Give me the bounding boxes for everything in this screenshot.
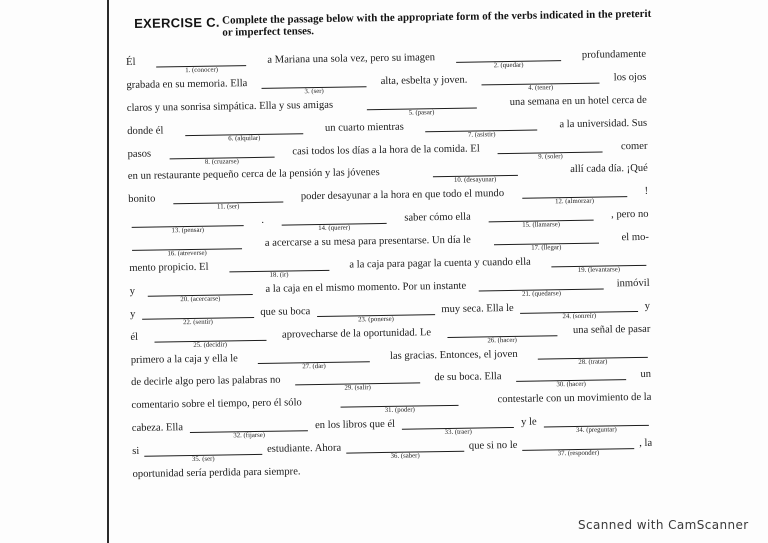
passage-text: un [640,369,652,381]
passage-text: él [130,331,139,343]
answer-blank[interactable] [156,54,246,75]
verb-hint: 16. (atreverse) [167,249,207,258]
passage-text: . [261,215,265,227]
passage-text: a acercarse a su mesa para presentarse. Un día le [264,234,471,249]
verb-hint: 12. (almorzar) [555,198,594,206]
verb-hint: 31. (poder) [384,406,415,415]
answer-blank[interactable] [261,75,366,96]
verb-hint: 13. (pensar) [171,227,205,235]
passage-text: casi todos los días a la hora de la comida. El [292,143,480,157]
answer-blank[interactable] [481,71,599,92]
verb-hint: 28. (tratar) [578,358,608,366]
verb-hint: 2. (quedar) [493,61,524,70]
passage-text: un cuarto mientras [324,121,404,134]
answer-blank[interactable] [341,394,459,415]
verb-hint: 4. (tener) [528,84,554,92]
answer-blank[interactable] [132,214,244,235]
verb-hint: 17. (llegar) [531,244,562,252]
passage-text: primero a la caja y ella le [130,352,238,366]
passage-text: bonito [128,193,156,206]
answer-blank[interactable] [132,237,242,258]
passage-text: donde él [127,125,164,137]
verb-hint: 1. (conocer) [185,66,219,75]
answer-blank[interactable] [516,369,626,389]
verb-hint: 9. (soler) [538,152,563,161]
verb-hint: 6. (alquilar) [228,134,261,143]
answer-blank[interactable] [190,419,308,440]
passage-text: y [129,285,136,297]
answer-blank[interactable] [520,300,638,320]
verb-hint: 25. (decidir) [193,341,228,349]
passage-text: oportunidad sería perdida para siempre. [132,466,301,480]
exercise-header [134,7,654,39]
passage-text: Él [126,56,136,68]
verb-hint: 21. (quedarse) [522,290,562,298]
verb-hint: 32. (fijarse) [233,432,266,440]
verb-hint: 3. (ser) [304,87,324,96]
answer-blank[interactable] [551,254,646,274]
passage-text: y [644,300,651,312]
verb-hint: 20. (acercarse) [180,295,221,304]
exercise-instructions: Complete the passage below with the appropriate form of the verbs indicated in the preterit or imperfect tenses. [221,7,652,39]
passage-text: pasos [127,148,152,160]
verb-hint: 35. (ser) [191,455,215,464]
answer-blank[interactable] [538,345,648,366]
verb-hint: 36. (saber) [390,452,420,461]
answer-blank[interactable] [426,118,538,139]
answer-blank[interactable] [456,49,561,70]
verb-hint: 22. (sentir) [183,318,213,326]
passage-text: una semana en un hotel cerca de [509,94,647,108]
verb-hint: 24. (sonreír) [562,312,597,320]
answer-blank[interactable] [148,283,253,304]
verb-hint: 26. (hacer) [487,336,517,345]
answer-blank[interactable] [169,145,274,166]
passage-text: estudiante. Ahora [266,442,342,455]
answer-blank[interactable] [432,164,517,185]
passage-text: el mo- [621,231,650,244]
passage-text: los ojos [613,71,647,84]
passage-text: grabada en su memoria. Ella [126,77,248,91]
verb-hint: 27. (dar) [302,362,326,370]
verb-hint: 5. (pasar) [408,108,435,117]
passage-text: a la caja para pagar la cuenta y cuando ella [349,256,531,271]
passage-text: las gracias. Entonces, el joven [389,348,518,362]
passage-text: muy seca. Ella le [441,302,514,315]
passage-text: alta, esbelta y joven. [380,74,468,87]
passage-text: saber cómo ella [404,211,471,224]
passage-text: y [129,308,136,320]
answer-blank[interactable] [488,209,593,230]
passage-text: allí cada día. ¡Qué [570,163,648,176]
answer-blank[interactable] [544,414,649,435]
verb-hint: 30. (hacer) [556,381,586,389]
verb-hint: 19. (levantarse) [577,266,621,274]
verb-hint: 33. (traer) [444,428,472,437]
answer-blank[interactable] [282,212,387,233]
passage-text: ! [644,186,649,198]
answer-blank[interactable] [142,306,254,326]
answer-blank[interactable] [522,437,634,458]
verb-hint: 7. (asistir) [467,130,496,139]
answer-blank[interactable] [185,122,303,143]
passage [126,48,653,491]
passage-text: profundamente [581,48,647,61]
passage-text: comentario sobre el tiempo, pero él sólo [131,397,302,412]
answer-blank[interactable] [317,303,435,324]
passage-text: , pero no [611,209,649,221]
answer-blank[interactable] [494,232,599,252]
answer-blank[interactable] [366,96,476,117]
passage-text: si [132,445,140,458]
passage-text: a la universidad. Sus [559,117,648,130]
passage-text: mento propicio. El [129,261,209,274]
passage-text: aprovecharse de la oportunidad. Le [281,326,432,341]
passage-text: y le [521,416,537,429]
verb-hint: 10. (desayunar) [453,176,497,185]
passage-text: comer [620,140,648,152]
passage-text: , la [639,437,653,450]
verb-hint: 29. (salir) [344,384,371,393]
passage-text: una señal de pasar [572,323,651,336]
answer-blank[interactable] [498,140,603,161]
exercise-label: EXERCISE C. [134,14,220,31]
answer-blank[interactable] [295,372,420,393]
passage-text: contestarle con un movimiento de la [497,392,652,406]
passage-text: a la caja en el mismo momento. Por un instante [265,280,467,295]
passage-text: cabeza. Ella [131,422,184,435]
passage-text: que su boca [260,305,311,318]
passage-text: en un restaurante pequeño cerca de la pensión y las jóvenes [127,167,380,183]
passage-text: poder desayunar a la hora en que todo el mundo [300,188,505,203]
verb-hint: 34. (preguntar) [575,426,617,435]
answer-blank[interactable] [447,324,557,345]
verb-hint: 15. (llamarse) [522,221,561,230]
answer-blank[interactable] [229,259,329,279]
passage-text: en los libros que él [314,419,396,432]
passage-text: de decirle algo pero las palabras no [131,375,281,389]
answer-blank[interactable] [258,350,370,370]
passage-text: de su boca. Ella [434,371,502,384]
verb-hint: 11. (ser) [216,203,240,211]
verb-hint: 14. (querer) [318,224,351,233]
answer-blank[interactable] [346,440,464,461]
answer-blank[interactable] [154,329,266,349]
passage-text: claros y una sonrisa simpática. Ella y sus amigas [126,99,334,114]
answer-blank[interactable] [173,191,283,211]
answer-blank[interactable] [144,443,262,464]
verb-hint: 37. (responder) [557,449,600,458]
page-edge-shadow [107,0,109,543]
verb-hint: 18. (ir) [269,271,289,279]
answer-blank[interactable] [402,416,514,437]
verb-hint: 23. (ponerse) [357,315,394,324]
verb-hint: 8. (cruzarse) [204,157,239,166]
passage-text: inmóvil [616,277,650,290]
answer-blank[interactable] [522,185,627,206]
passage-text: a Mariana una sola vez, pero su imagen [267,52,436,66]
answer-blank[interactable] [479,277,604,298]
scanner-watermark: Scanned with CamScanner [578,518,749,532]
passage-text: que si no le [468,440,518,452]
